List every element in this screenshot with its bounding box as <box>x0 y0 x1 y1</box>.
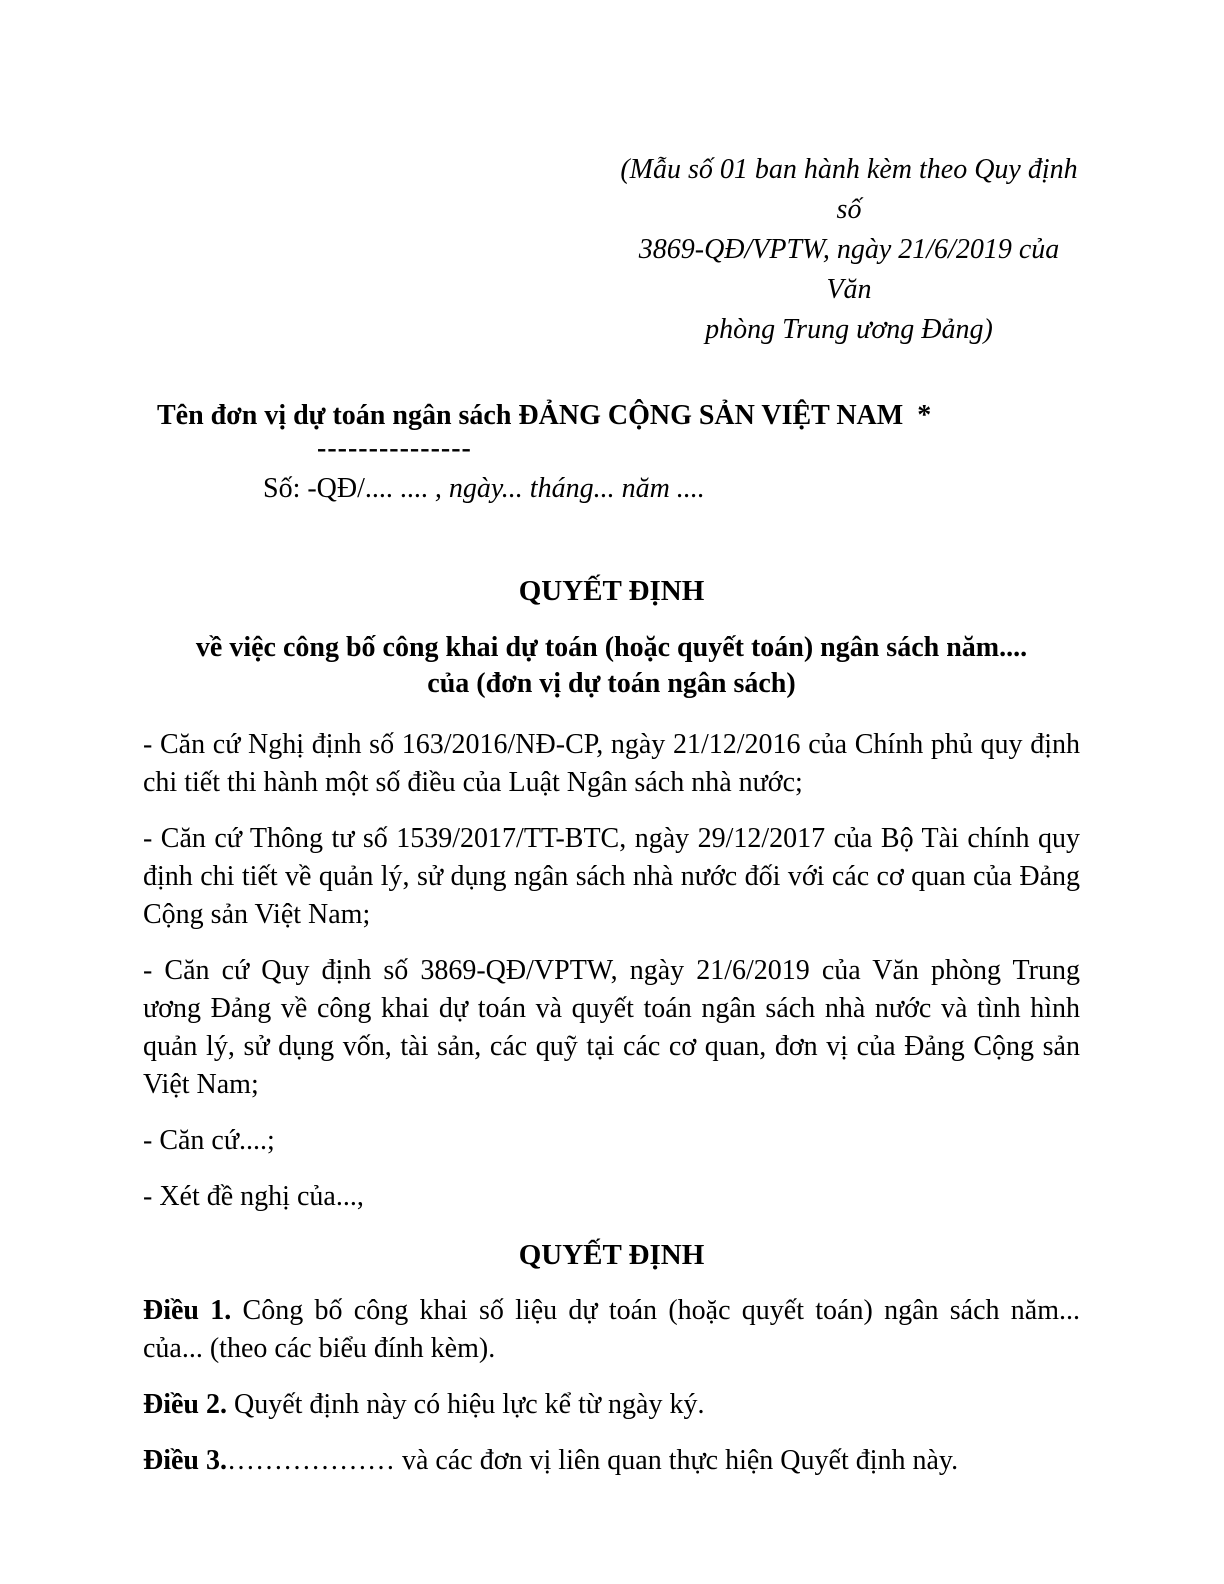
article-3-label: Điều 3. <box>143 1445 227 1476</box>
document-number-line <box>263 470 1080 508</box>
preamble-paragraph-regulation: - Căn cứ Quy định số 3869-QĐ/VPTW, ngày 21/6/2019 của Văn phòng Trung ương Đảng về công khai dự toán và quyết toán ngân sách nhà nước và tình hình quản lý, sử dụng vốn, tài sản, các quỹ tại các cơ quan, đơn vị của Đảng Cộng sản Việt Nam; <box>143 955 1080 1100</box>
article-1 <box>143 1292 1080 1368</box>
preamble-paragraph-decree: - Căn cứ Nghị định số 163/2016/NĐ-CP, ngày 21/12/2016 của Chính phủ quy định chi tiết thi hành một số điều của Luật Ngân sách nhà nước; <box>143 729 1080 798</box>
article-3 <box>143 1442 1080 1480</box>
article-2-label: Điều 2. <box>143 1389 227 1420</box>
form-note <box>618 150 1080 350</box>
article-2 <box>143 1386 1080 1424</box>
article-1-text: Công bố công khai số liệu dự toán (hoặc quyết toán) ngân sách năm... của... (theo các biểu đính kèm). <box>143 1295 1080 1364</box>
date-placeholder: , ngày... tháng... năm .... <box>427 473 705 504</box>
form-note-line: phòng Trung ương Đảng) <box>705 314 993 345</box>
decision-subject <box>143 630 1080 702</box>
form-note-line: (Mẫu số 01 ban hành kèm theo Quy định số <box>620 154 1078 225</box>
document-number: Số: -QĐ/.... .... <box>263 473 428 504</box>
preamble-paragraph-proposal: - Xét đề nghị của..., <box>143 1181 364 1212</box>
dashed-divider: --------------- <box>317 433 472 464</box>
preamble-paragraph-other-basis: - Căn cứ....; <box>143 1125 275 1156</box>
preamble-paragraph-circular: - Căn cứ Thông tư số 1539/2017/TT-BTC, ngày 29/12/2017 của Bộ Tài chính quy định chi tiết về quản lý, sử dụng ngân sách nhà nước đối với các cơ quan của Đảng Cộng sản Việt Nam; <box>143 823 1080 930</box>
article-1-label: Điều 1. <box>143 1295 232 1326</box>
article-3-text: ……………… và các đơn vị liên quan thực hiện Quyết định này. <box>227 1445 959 1476</box>
issuing-unit-party-line: Tên đơn vị dự toán ngân sách ĐẢNG CỘNG SẢN VIỆT NAM * <box>157 400 932 431</box>
decision-subject-line: về việc công bố công khai dự toán (hoặc quyết toán) ngân sách năm.... <box>195 632 1028 663</box>
decides-heading: QUYẾT ĐỊNH <box>518 1239 705 1271</box>
article-2-text: Quyết định này có hiệu lực kể từ ngày ký. <box>227 1389 705 1420</box>
decision-heading: QUYẾT ĐỊNH <box>518 575 705 607</box>
form-note-line: 3869-QĐ/VPTW, ngày 21/6/2019 của Văn <box>638 234 1060 305</box>
decision-subject-line: của (đơn vị dự toán ngân sách) <box>427 668 796 699</box>
